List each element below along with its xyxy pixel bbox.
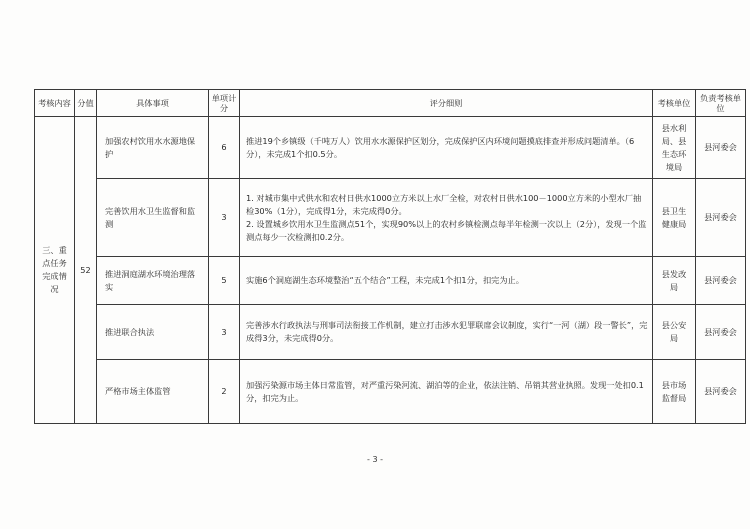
responsible-unit-cell: 县河委会: [696, 257, 746, 305]
assess-unit-cell: 县卫生健康局: [653, 179, 696, 257]
criteria-cell: 完善涉水行政执法与刑事司法衔接工作机制，建立打击涉水犯罪联席会议制度，实行“一河（湖）段一警长”，完成得3分，未完成得0分。: [240, 305, 653, 360]
criteria-cell: 推进19个乡镇级（千吨万人）饮用水水源保护区划分，完成保护区内环境问题摸底排查并形成问题清单。（6分），未完成1个扣0.5分。: [240, 117, 653, 179]
header-responsible-unit: 负责考核单位: [696, 90, 746, 117]
header-assess-unit: 考核单位: [653, 90, 696, 117]
table-row: [35, 305, 746, 360]
item-score-cell: 3: [209, 305, 240, 360]
table-row: [35, 360, 746, 424]
item-cell: 推进联合执法: [97, 305, 209, 360]
criteria-cell: 加强污染源市场主体日常监管，对严重污染河流、湖泊等的企业，依法注销、吊销其营业执照。发现一处扣0.1分，扣完为止。: [240, 360, 653, 424]
responsible-unit-cell: 县河委会: [696, 305, 746, 360]
assess-unit-cell: 县市场监督局: [653, 360, 696, 424]
header-row: [35, 90, 746, 117]
assess-unit-cell: 县水利局、县生态环境局: [653, 117, 696, 179]
table-row: [35, 257, 746, 305]
table-row: [35, 117, 746, 179]
item-score-cell: 5: [209, 257, 240, 305]
page-number: - 3 -: [367, 455, 383, 464]
item-score-cell: 3: [209, 179, 240, 257]
item-cell: 加强农村饮用水水源地保护: [97, 117, 209, 179]
criteria-cell: 实施6个洞庭湖生态环境整治“五个结合”工程，未完成1个扣1分，扣完为止。: [240, 257, 653, 305]
assessment-table: [34, 89, 746, 424]
item-cell: 严格市场主体监管: [97, 360, 209, 424]
header-item-score: 单项计分: [209, 90, 240, 117]
header-criteria: 评分细则: [240, 90, 653, 117]
item-score-cell: 6: [209, 117, 240, 179]
item-score-cell: 2: [209, 360, 240, 424]
header-score: 分值: [75, 90, 97, 117]
assess-unit-cell: 县发改局: [653, 257, 696, 305]
category-cell: 三、重点任务完成情况: [35, 117, 75, 424]
table-row: [35, 179, 746, 257]
header-content: 考核内容: [35, 90, 75, 117]
responsible-unit-cell: 县河委会: [696, 360, 746, 424]
responsible-unit-cell: 县河委会: [696, 117, 746, 179]
category-score-cell: 52: [75, 117, 97, 424]
responsible-unit-cell: 县河委会: [696, 179, 746, 257]
item-cell: 完善饮用水卫生监督和监测: [97, 179, 209, 257]
assess-unit-cell: 县公安局: [653, 305, 696, 360]
header-item: 具体事项: [97, 90, 209, 117]
criteria-cell: 1. 对城市集中式供水和农村日供水1000立方米以上水厂全检，对农村日供水100－1000立方米的小型水厂抽检30%（1分），完成得1分，未完成得0分。 2. 设置城乡饮用水卫生监测点51个，实现90%以上的农村乡镇检测点每半年检测一次以上（2分），发现一个监测点每少一次检测扣0.2分。: [240, 179, 653, 257]
item-cell: 推进洞庭湖水环境治理落实: [97, 257, 209, 305]
